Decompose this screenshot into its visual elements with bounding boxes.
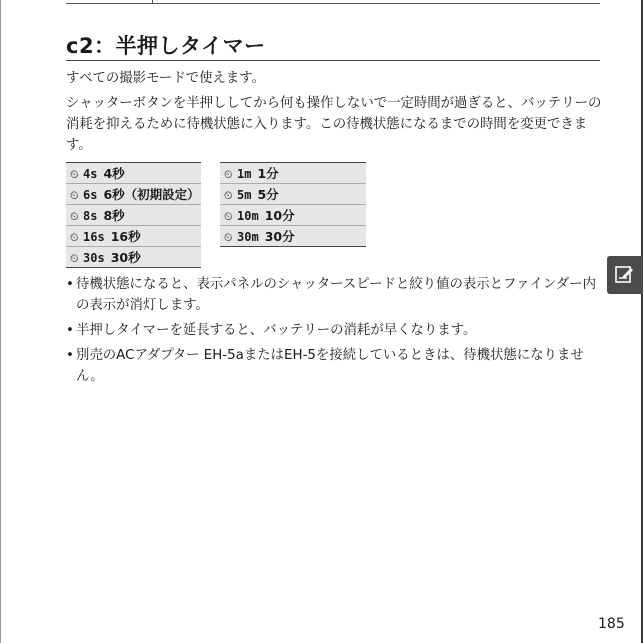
timer-option-row (66, 163, 201, 184)
timer-label: 6秒（初期設定） (103, 187, 200, 202)
pencil-icon (614, 264, 636, 286)
page-right-edge (641, 0, 643, 643)
section-title: c2：半押しタイマー (66, 34, 266, 58)
timer-code: 6s (83, 188, 98, 202)
timer-code: 16s (83, 230, 105, 244)
timer-code: 1m (237, 167, 252, 181)
timer-code: 30m (237, 230, 259, 244)
timer-icon: ⏲ (224, 210, 233, 223)
timer-option-row (220, 163, 366, 184)
timer-options-right (220, 162, 366, 247)
page-left-edge (0, 0, 1, 643)
timer-code: 10m (237, 209, 259, 223)
note-item: • 半押しタイマーを延長すると、バッテリーの消耗が早くなります。 (66, 320, 606, 341)
title-underline (66, 60, 600, 61)
timer-label: 30分 (264, 229, 295, 244)
timer-icon: ⏲ (70, 168, 79, 181)
timer-icon: ⏲ (70, 252, 79, 265)
timer-label: 1分 (257, 166, 279, 181)
timer-option-row (220, 226, 366, 247)
custom-settings-tab[interactable] (607, 256, 643, 294)
top-rule (66, 3, 600, 4)
timer-code: 5m (237, 188, 252, 202)
notes-list (66, 274, 606, 391)
timer-label: 8秒 (103, 208, 125, 223)
applicability-text: すべての撮影モードで使えます。 (66, 71, 265, 86)
timer-option-row (66, 184, 201, 205)
timer-code: 4s (83, 167, 98, 181)
timer-options-left (66, 162, 201, 268)
timer-icon: ⏲ (224, 231, 233, 244)
timer-option-row (66, 205, 201, 226)
timer-icon: ⏲ (70, 189, 79, 202)
page-number: 185 (598, 616, 625, 632)
timer-label: 30秒 (110, 250, 141, 265)
timer-option-row (66, 226, 201, 247)
timer-label: 16秒 (110, 229, 141, 244)
top-rule-tick (152, 0, 153, 4)
timer-icon: ⏲ (224, 168, 233, 181)
timer-option-row (220, 205, 366, 226)
timer-icon: ⏲ (224, 189, 233, 202)
timer-label: 5分 (257, 187, 279, 202)
timer-code: 30s (83, 251, 105, 265)
note-item: • 別売のACアダプター EH-5aまたはEH-5を接続しているときは、待機状態になりません。 (66, 345, 606, 387)
note-item: • 待機状態になると、表示パネルのシャッタースピードと絞り値の表示とファインダー内の表示が消灯します。 (66, 274, 606, 316)
timer-label: 4秒 (103, 166, 125, 181)
timer-option-row (220, 184, 366, 205)
description-text: シャッターボタンを半押ししてから何も操作しないで一定時間が過ぎると、バッテリーの消耗を抑えるために待機状態に入ります。この待機状態になるまでの時間を変更できます。 (66, 96, 602, 153)
timer-icon: ⏲ (70, 210, 79, 223)
timer-option-row (66, 247, 201, 268)
timer-code: 8s (83, 209, 98, 223)
timer-icon: ⏲ (70, 231, 79, 244)
timer-label: 10分 (264, 208, 295, 223)
